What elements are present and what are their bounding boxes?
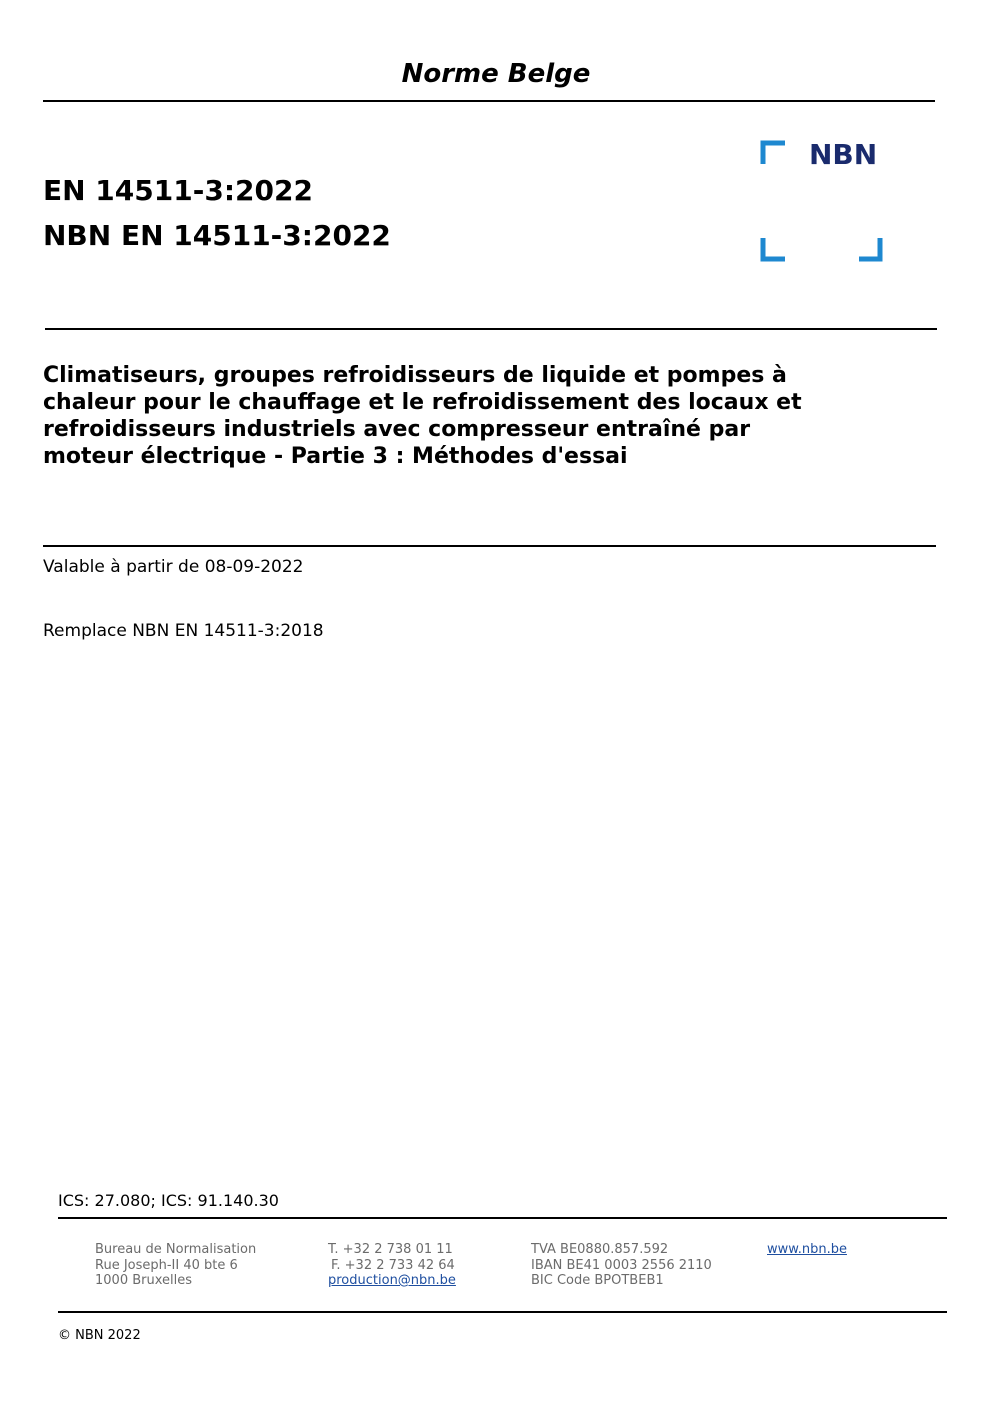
footer-address (95, 1242, 256, 1289)
footer-fax: F. +32 2 733 42 64 (331, 1257, 455, 1273)
document-title-line: chaleur pour le chauffage et le refroidissement des locaux et (43, 390, 802, 415)
footer-bank-line: TVA BE0880.857.592 (531, 1242, 669, 1257)
header-divider (43, 100, 935, 102)
nbn-logo-icon (760, 140, 886, 264)
document-title-line: refroidisseurs industriels avec compresseur entraîné par (43, 417, 751, 442)
title-top-divider (45, 328, 937, 330)
footer-top-divider (58, 1217, 947, 1219)
document-title (43, 362, 923, 470)
footer-bank-line: BIC Code BPOTBEB1 (531, 1273, 664, 1288)
footer-email-link[interactable]: production@nbn.be (328, 1273, 456, 1288)
title-bottom-divider (43, 545, 936, 547)
footer-address-line: Rue Joseph-II 40 bte 6 (95, 1257, 238, 1273)
footer-address-line: 1000 Bruxelles (95, 1273, 193, 1288)
replaces-text: Remplace NBN EN 14511-3:2018 (43, 621, 324, 641)
valid-from-text: Valable à partir de 08-09-2022 (43, 557, 304, 577)
footer-address-line: Bureau de Normalisation (95, 1242, 257, 1257)
copyright-text: © NBN 2022 (58, 1328, 141, 1343)
standard-number-en: EN 14511-3:2022 (43, 174, 313, 207)
document-title-line: moteur électrique - Partie 3 : Méthodes d'essai (43, 444, 628, 469)
footer-website (767, 1242, 847, 1258)
footer-bottom-divider (58, 1311, 947, 1313)
footer-bank (531, 1242, 712, 1289)
footer-phone: T. +32 2 738 01 11 (328, 1242, 453, 1257)
footer-contact (328, 1242, 456, 1289)
page-header-title: Norme Belge (401, 59, 591, 89)
nbn-logo (760, 140, 886, 264)
ics-codes: ICS: 27.080; ICS: 91.140.30 (58, 1191, 279, 1210)
logo-bracket-bottom-right (859, 238, 880, 259)
footer-website-link[interactable]: www.nbn.be (767, 1242, 847, 1257)
logo-bracket-top-left (763, 143, 785, 164)
standard-number-nbn: NBN EN 14511-3:2022 (43, 219, 391, 252)
logo-bracket-bottom-left (763, 238, 785, 259)
document-title-line: Climatiseurs, groupes refroidisseurs de liquide et pompes à (43, 363, 787, 388)
footer-bank-line: IBAN BE41 0003 2556 2110 (531, 1257, 712, 1273)
logo-text: NBN (809, 140, 878, 171)
